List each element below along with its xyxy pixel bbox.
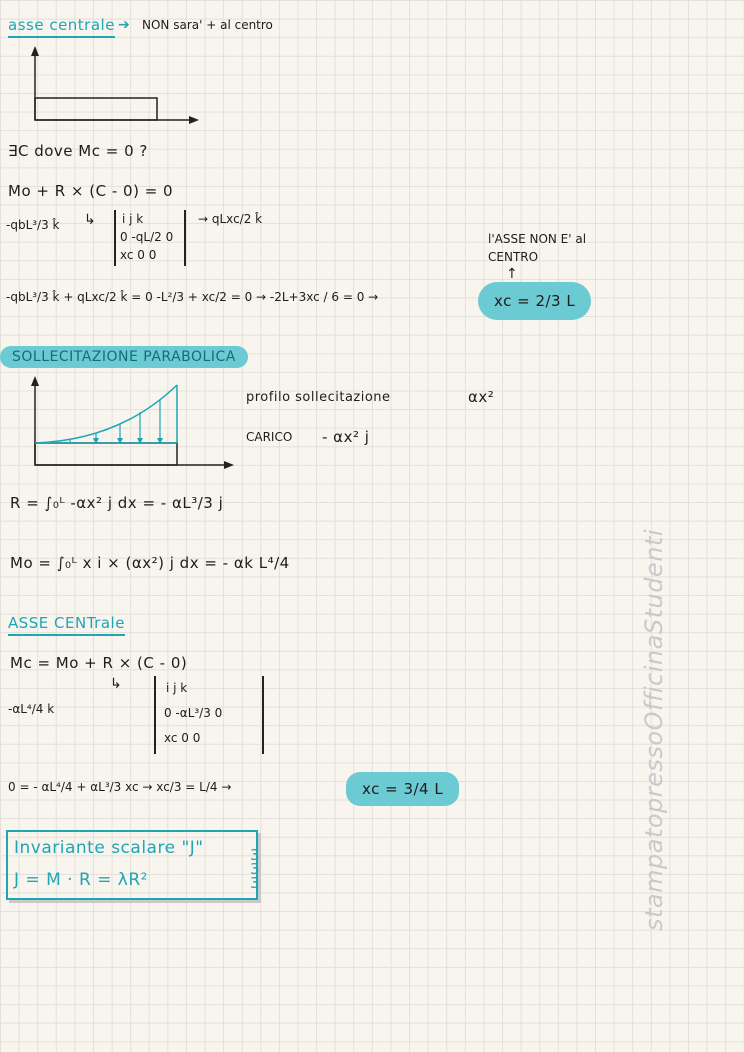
invariant-title: Invariante scalare "J" [14, 838, 204, 858]
invariant-box [6, 830, 258, 900]
matrix-row: i j k [122, 212, 144, 226]
box-side-marks: 3 3 3 [250, 846, 261, 892]
section1-answer: xc = 2/3 L [478, 282, 591, 320]
section3-answer: xc = 3/4 L [346, 772, 459, 806]
matrix-row: xc 0 0 [120, 248, 157, 262]
section1-question: ∃C dove Mc = 0 ? [8, 142, 148, 160]
section2-R-eq: R = ∫₀ᴸ -αx² j dx = - αL³/3 j [10, 494, 224, 512]
hook-arrow-icon: ↳ [110, 676, 122, 692]
hook-arrow-icon: ↳ [84, 212, 96, 228]
matrix-row: xc 0 0 [164, 731, 201, 745]
section1-note: NON sara' + al centro [142, 18, 273, 32]
section1-eq-line: -qbL³/3 k̂ + qLxc/2 k̂ = 0 -L²/3 + xc/2 = 0 → -2L+3xc / 6 = 0 → [6, 290, 379, 304]
section1-annotation: l'ASSE NON E' al CENTRO [488, 232, 587, 264]
invariant-formula: J = M · R = λR² [14, 870, 148, 890]
matrix-row: i j k [166, 681, 188, 695]
section2-load-value: - αx² j [322, 428, 370, 446]
section3-eq1: Mc = Mo + R × (C - 0) [10, 654, 188, 672]
section2-title: SOLLECITAZIONE PARABOLICA [0, 346, 248, 368]
watermark: stampatopressoOfficinaStudenti [640, 529, 668, 931]
section1-title: asse centrale [8, 16, 115, 38]
arrow-up-icon: ↑ [506, 266, 518, 282]
section2-profile-value: αx² [468, 388, 495, 406]
section3-title: ASSE CENTrale [8, 614, 125, 636]
section1-result-cross: → qLxc/2 k̂ [198, 212, 263, 226]
section2-profile-label: profilo sollecitazione [246, 390, 391, 405]
section3-term-mo: -αL⁴/4 k [8, 702, 55, 716]
section1-term-mo: -qbL³/3 k̂ [6, 218, 60, 232]
section2-Mo-eq: Mo = ∫₀ᴸ x i × (αx²) j dx = - αk L⁴/4 [10, 554, 290, 572]
section3-matrix [154, 676, 264, 754]
section3-eq-line: 0 = - αL⁴/4 + αL³/3 xc → xc/3 = L/4 → [8, 780, 232, 794]
section1-eq1: Mo + R × (C - 0) = 0 [8, 182, 174, 200]
matrix-row: 0 -qL/2 0 [120, 230, 174, 244]
arrow-icon: ➔ [118, 17, 130, 33]
section2-load-label: CARICO [246, 430, 293, 444]
matrix-row: 0 -αL³/3 0 [164, 706, 223, 720]
